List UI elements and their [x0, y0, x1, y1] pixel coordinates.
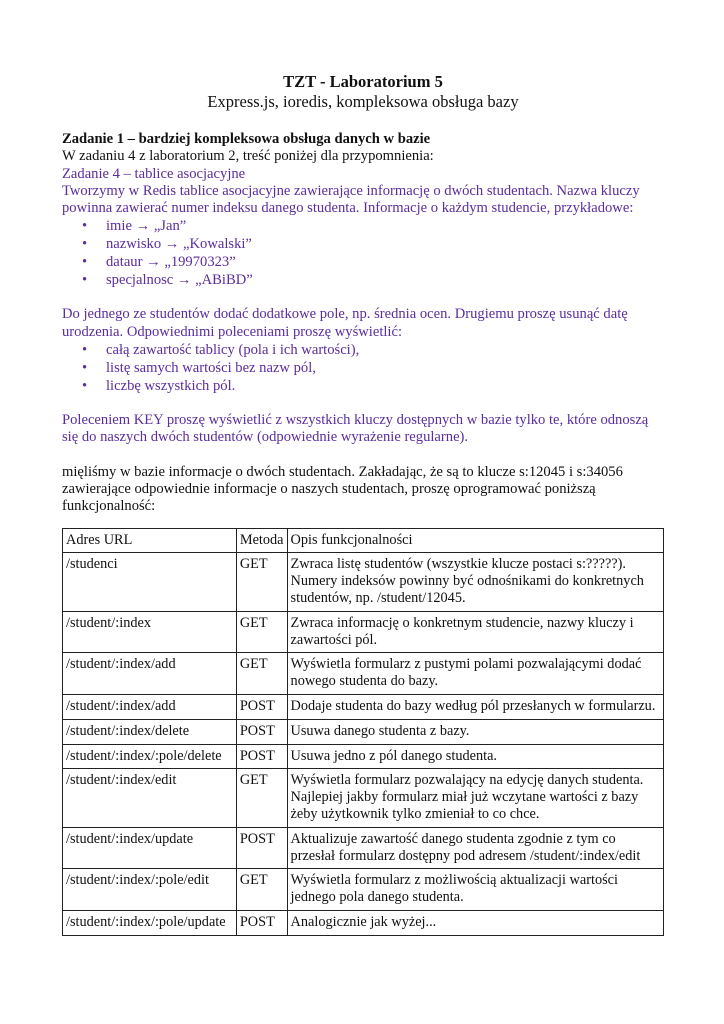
method-cell: GET	[236, 553, 287, 611]
bullet-icon: •	[82, 272, 88, 289]
fields-list	[62, 217, 664, 289]
routes-table	[62, 528, 664, 936]
url-cell: /student/:index/edit	[63, 769, 237, 827]
url-cell: /student/:index/add	[63, 653, 237, 695]
list-item: • całą zawartość tablicy (pola i ich wartości),	[82, 342, 360, 359]
url-cell: /student/:index/update	[63, 827, 237, 869]
table-row	[63, 553, 664, 611]
quote-text: Tworzymy w Redis tablice asocjacyjne zawierające informację o dwóch studentach. Nazwa kluczy powinna zawierać numer indeksu danego studenta. Informacje o każdym studencie, przykładowe:	[62, 182, 640, 217]
page-title: TZT - Laboratorium 5	[283, 72, 443, 91]
url-cell: /studenci	[63, 553, 237, 611]
url-cell: /student/:index/add	[63, 694, 237, 719]
url-cell: /student/:index	[63, 611, 237, 653]
description-cell: Usuwa danego studenta z bazy.	[287, 719, 663, 744]
description-cell: Analogicznie jak wyżej...	[287, 910, 663, 935]
document-page	[62, 72, 664, 936]
task-intro: W zadaniu 4 z laboratorium 2, treść poniżej dla przypomnienia:	[62, 148, 434, 165]
description-cell: Zwraca informację o konkretnym studencie, nazwy kluczy i zawartości pól.	[287, 611, 663, 653]
quote-heading: Zadanie 4 – tablice asocjacyjne	[62, 165, 246, 182]
page-subtitle: Express.js, ioredis, kompleksowa obsługa bazy	[207, 92, 519, 111]
task-heading: Zadanie 1 – bardziej kompleksowa obsługa danych w bazie	[62, 131, 431, 147]
table-row	[63, 869, 664, 911]
description-cell: Wyświetla formularz z pustymi polami pozwalającymi dodać nowego studenta do bazy.	[287, 653, 663, 695]
description-cell: Aktualizuje zawartość danego studenta zgodnie z tym co przesłał formularz dostępny pod adresem /student/:index/edit	[287, 827, 663, 869]
header-cell: Opis funkcjonalności	[287, 528, 663, 553]
display-list	[62, 341, 664, 395]
table-row	[63, 744, 664, 769]
description-cell: Usuwa jedno z pól danego studenta.	[287, 744, 663, 769]
table-row	[63, 719, 664, 744]
method-cell: POST	[236, 719, 287, 744]
method-cell: GET	[236, 769, 287, 827]
header-cell: Metoda	[236, 528, 287, 553]
description-cell: Zwraca listę studentów (wszystkie klucze postaci s:?????). Numery indeksów powinny być odnośnikami do konkretnych studentów, np. /student/12045.	[287, 553, 663, 611]
table-header-row	[63, 528, 664, 553]
method-cell: POST	[236, 910, 287, 935]
url-cell: /student/:index/:pole/delete	[63, 744, 237, 769]
list-item: • imie → „Jan”	[82, 218, 187, 235]
method-cell: POST	[236, 694, 287, 719]
bullet-icon: •	[82, 360, 88, 377]
table-row	[63, 910, 664, 935]
keys-instruction: Poleceniem KEY proszę wyświetlić z wszystkich kluczy dostępnych w bazie tylko te, które odnoszą się do naszych dwóch studentów (odpowiednie wyrażenie regularne).	[62, 412, 649, 446]
closing-text: mięliśmy w bazie informacje o dwóch studentach. Zakładając, że są to klucze s:12045 i s:34056 zawierające odpowiednie informacje o naszych studentach, proszę oprogramować poniższą funkcjonalność:	[62, 463, 623, 515]
bullet-icon: •	[82, 218, 88, 235]
table-row	[63, 827, 664, 869]
list-item: • listę samych wartości bez nazw pól,	[82, 360, 316, 377]
method-cell: POST	[236, 744, 287, 769]
header-cell: Adres URL	[63, 528, 237, 553]
table-row	[63, 769, 664, 827]
method-cell: POST	[236, 827, 287, 869]
list-item: • nazwisko → „Kowalski”	[82, 236, 252, 253]
table-row	[63, 653, 664, 695]
url-cell: /student/:index/delete	[63, 719, 237, 744]
instruction-text: Do jednego ze studentów dodać dodatkowe pole, np. średnia ocen. Drugiemu proszę usunąć datę urodzenia. Odpowiednimi poleceniami proszę wyświetlić:	[62, 306, 628, 340]
list-item: • specjalnosc → „ABiBD”	[82, 272, 253, 289]
list-item: • liczbę wszystkich pól.	[82, 378, 236, 395]
method-cell: GET	[236, 653, 287, 695]
bullet-icon: •	[82, 236, 88, 253]
bullet-icon: •	[82, 342, 88, 359]
method-cell: GET	[236, 611, 287, 653]
table-row	[63, 611, 664, 653]
url-cell: /student/:index/:pole/edit	[63, 869, 237, 911]
bullet-icon: •	[82, 254, 88, 271]
bullet-icon: •	[82, 378, 88, 395]
description-cell: Wyświetla formularz z możliwością aktualizacji wartości jednego pola danego studenta.	[287, 869, 663, 911]
url-cell: /student/:index/:pole/update	[63, 910, 237, 935]
description-cell: Dodaje studenta do bazy według pól przesłanych w formularzu.	[287, 694, 663, 719]
table-row	[63, 694, 664, 719]
method-cell: GET	[236, 869, 287, 911]
description-cell: Wyświetla formularz pozwalający na edycję danych studenta. Najlepiej jakby formularz miał już wczytane wartości z bazy żeby użytkownik tylko zmieniał to co chce.	[287, 769, 663, 827]
list-item: • dataur → „19970323”	[82, 254, 236, 271]
